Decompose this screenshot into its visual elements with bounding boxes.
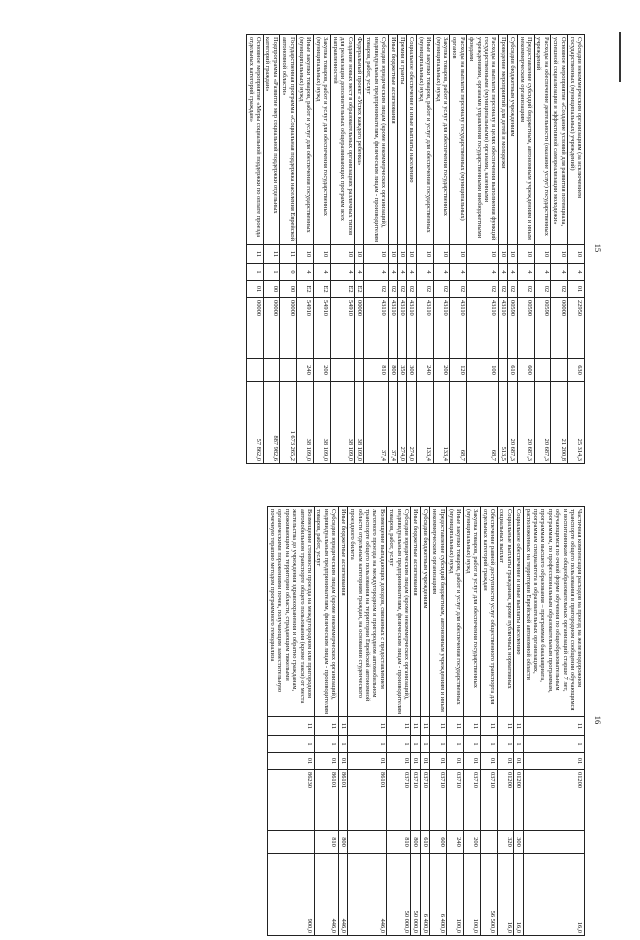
code-item-cell: E2 [330, 281, 354, 298]
code-target-cell: 03710 [411, 770, 420, 831]
code-subsection-cell: 1 [348, 736, 387, 753]
expense-type-cell: 600 [430, 831, 447, 854]
code-item-cell: 02 [517, 281, 534, 298]
amount-cell: 6 400,0 [430, 854, 447, 936]
code-item-cell: 01 [387, 753, 411, 770]
code-section-cell: 11 [523, 717, 584, 736]
code-target-cell: 43110 [398, 298, 407, 359]
budget-table [267, 506, 585, 936]
expense-type-cell: 600 [517, 359, 534, 382]
code-item-cell: 02 [388, 281, 397, 298]
code-section-cell: 10 [433, 245, 450, 264]
row-name-cell: Иные бюджетные ассигнования [338, 507, 347, 717]
table-row [523, 507, 584, 936]
code-target-cell: 86230 [268, 770, 314, 831]
code-subsection-cell: 4 [498, 264, 507, 281]
code-subsection-cell: 4 [508, 264, 517, 281]
table-row [338, 507, 347, 936]
code-subsection-cell: 4 [364, 264, 388, 281]
expense-type-cell [355, 359, 364, 382]
expense-type-cell: 240 [297, 359, 314, 382]
code-item-cell: 02 [534, 281, 551, 298]
code-target-cell: 00000 [355, 298, 364, 359]
code-subsection-cell: 1 [447, 736, 464, 753]
row-name-cell: Субсидии юридическим лицам (кроме некоммерческих организаций), индивидуальным предпринимателям, физическим лицам - производителям товаров, работ, услуг [387, 507, 411, 717]
amount-cell: 38 109,0 [314, 382, 331, 464]
code-item-cell: 01 [246, 281, 263, 298]
table-row [447, 507, 464, 936]
expense-type-cell [263, 359, 280, 382]
row-name-cell: Расходы на выплаты персоналу в целях обеспечения выполнения функций государственными (муниципальными) органами, казенными учреждениями, органами управления государственными внебюджетными фондами [467, 35, 499, 245]
code-section-cell: 10 [498, 245, 507, 264]
amount-cell: 16,0 [497, 854, 514, 936]
code-item-cell: 01 [314, 753, 338, 770]
code-section-cell: 11 [411, 717, 420, 736]
expense-type-cell: 800 [338, 831, 347, 854]
document-page-16 [45, 500, 605, 940]
code-target-cell: 01200 [514, 770, 523, 831]
table-row [263, 35, 280, 464]
code-section-cell: 10 [297, 245, 314, 264]
code-item-cell: 01 [447, 753, 464, 770]
budget-table [246, 34, 585, 464]
row-name-cell: Иные бюджетные ассигнования [411, 507, 420, 717]
code-subsection-cell: 1 [420, 736, 429, 753]
code-item-cell: 01 [430, 753, 447, 770]
code-item-cell: 02 [407, 281, 416, 298]
expense-type-cell: 630 [568, 359, 585, 382]
code-item-cell: 02 [467, 281, 499, 298]
amount-cell: 50 000,0 [387, 854, 411, 936]
table-row [497, 507, 514, 936]
document-page-15 [45, 28, 605, 468]
table-row [450, 35, 467, 464]
code-subsection-cell: 1 [246, 264, 263, 281]
expense-type-cell [330, 359, 354, 382]
code-subsection-cell: 4 [388, 264, 397, 281]
code-item-cell: E2 [297, 281, 314, 298]
table-row [398, 35, 407, 464]
table-row [480, 507, 497, 936]
amount-cell: 37,4 [388, 382, 397, 464]
expense-type-cell: 610 [508, 359, 517, 382]
row-name-cell: Возмещение стоимости проезда на междугородном или пригородном автомобильном транспорте общего пользования (кроме такси) от места жительства до учреждения здравоохранения и обратно гражданам, проживающим на территории области, страдающим тяжелыми органическими поражениями почек, получающим заместительную почечную терапию методом программного гемодиализа [268, 507, 314, 717]
code-item-cell: 02 [498, 281, 507, 298]
amount-cell: 57 862,0 [246, 382, 263, 464]
code-section-cell: 11 [263, 245, 280, 264]
code-section-cell: 11 [463, 717, 480, 736]
amount-cell: 6 400,0 [420, 854, 429, 936]
code-subsection-cell: 4 [398, 264, 407, 281]
row-name-cell: Иные закупки товаров, работ и услуг для обеспечения государственных (муниципальных) нужд [447, 507, 464, 717]
expense-type-cell [246, 359, 263, 382]
code-item-cell: 02 [398, 281, 407, 298]
code-subsection-cell: 1 [268, 736, 314, 753]
amount-cell: 133,4 [433, 382, 450, 464]
expense-type-cell [551, 359, 568, 382]
code-subsection-cell: 1 [263, 264, 280, 281]
code-section-cell: 10 [517, 245, 534, 264]
expense-type-cell [523, 831, 584, 854]
code-item-cell: 02 [508, 281, 517, 298]
code-section-cell: 11 [246, 245, 263, 264]
amount-cell: 133,4 [416, 382, 433, 464]
code-item-cell: 01 [523, 753, 584, 770]
expense-type-cell: 120 [450, 359, 467, 382]
page-number: 16 [593, 715, 603, 725]
row-name-cell: Обеспечение равной доступности услуг общественного транспорта для отдельных категорий граждан [480, 507, 497, 717]
code-section-cell: 10 [551, 245, 568, 264]
expense-type-cell: 800 [388, 359, 397, 382]
code-section-cell: 11 [430, 717, 447, 736]
amount-cell: 68,7 [450, 382, 467, 464]
amount-cell: 20 687,3 [534, 382, 551, 464]
code-subsection-cell: 4 [330, 264, 354, 281]
code-section-cell: 10 [508, 245, 517, 264]
amount-cell: 38 109,0 [297, 382, 314, 464]
code-target-cell: 86101 [348, 770, 387, 831]
amount-cell: 274,0 [398, 382, 407, 464]
table-row [420, 507, 429, 936]
code-subsection-cell: 4 [297, 264, 314, 281]
code-target-cell: 00000 [263, 298, 280, 359]
code-target-cell: 00000 [246, 298, 263, 359]
expense-type-cell: 200 [463, 831, 480, 854]
amount-cell: 1 673 265,2 [280, 382, 297, 464]
expense-type-cell: 350 [398, 359, 407, 382]
row-name-cell: Закупка товаров, работ и услуг для обеспечения государственных (муниципальных) нужд [314, 35, 331, 245]
expense-type-cell: 240 [447, 831, 464, 854]
code-section-cell: 11 [447, 717, 464, 736]
code-target-cell: 43110 [450, 298, 467, 359]
table-row [388, 35, 397, 464]
code-section-cell: 11 [338, 717, 347, 736]
code-target-cell: 54910 [330, 298, 354, 359]
amount-cell: 21 200,8 [551, 382, 568, 464]
code-section-cell: 10 [416, 245, 433, 264]
row-name-cell: Расходы на обеспечение деятельности (оказание услуг) государственных учреждений [534, 35, 551, 245]
amount-cell: 446,0 [314, 854, 338, 936]
amount-cell: 100,0 [463, 854, 480, 936]
amount-cell: 38 109,0 [330, 382, 354, 464]
expense-type-cell: 300 [407, 359, 416, 382]
table-row [463, 507, 480, 936]
expense-type-cell: 810 [314, 831, 338, 854]
code-item-cell: 02 [364, 281, 388, 298]
code-section-cell: 10 [364, 245, 388, 264]
expense-type-cell: 100 [467, 359, 499, 382]
code-subsection-cell: 4 [568, 264, 585, 281]
row-name-cell: Иные бюджетные ассигнования [388, 35, 397, 245]
table-row [411, 507, 420, 936]
code-section-cell: 10 [534, 245, 551, 264]
expense-type-cell [480, 831, 497, 854]
code-target-cell: 22950 [568, 298, 585, 359]
code-subsection-cell: 4 [416, 264, 433, 281]
code-item-cell: E2 [314, 281, 331, 298]
table-row [355, 35, 364, 464]
code-item-cell: 01 [568, 281, 585, 298]
table-row [416, 35, 433, 464]
table-row [280, 35, 297, 464]
code-target-cell: 03710 [447, 770, 464, 831]
code-item-cell: 01 [420, 753, 429, 770]
code-subsection-cell: 1 [411, 736, 420, 753]
code-target-cell: 00590 [508, 298, 517, 359]
code-subsection-cell: 1 [497, 736, 514, 753]
code-target-cell: 86101 [338, 770, 347, 831]
row-name-cell: Государственная программа «Социальная поддержка населения Еврейской автономной области» [280, 35, 297, 245]
table-row [407, 35, 416, 464]
table-row [430, 507, 447, 936]
table-row [514, 507, 523, 936]
code-subsection-cell: 1 [514, 736, 523, 753]
code-target-cell: 43110 [364, 298, 388, 359]
table-row [348, 507, 387, 936]
code-section-cell: 11 [387, 717, 411, 736]
code-section-cell: 10 [467, 245, 499, 264]
amount-cell: 20 687,3 [508, 382, 517, 464]
table-row [568, 35, 585, 464]
expense-type-cell: 810 [364, 359, 388, 382]
row-name-cell: Социальные выплаты гражданам, кроме публичных нормативных социальных выплат [497, 507, 514, 717]
code-item-cell: 02 [551, 281, 568, 298]
code-item-cell: 00 [280, 281, 297, 298]
code-section-cell: 11 [268, 717, 314, 736]
row-name-cell: Проведение мероприятий для детей и молодежи [498, 35, 507, 245]
code-target-cell: 43110 [388, 298, 397, 359]
row-name-cell: Возмещение выпадающих доходов, связанных с предоставлением льготного проезда на междугородном и пригородном автомобильном транспорте общего пользования на территории Еврейской автономной области отдельным категориям граждан, на основании студенческого проездного билета [348, 507, 387, 717]
code-section-cell: 11 [497, 717, 514, 736]
code-target-cell: 43110 [433, 298, 450, 359]
table-row [246, 35, 263, 464]
code-target-cell: 00000 [280, 298, 297, 359]
table-row [364, 35, 388, 464]
code-section-cell: 10 [450, 245, 467, 264]
expense-type-cell [268, 831, 314, 854]
amount-cell: 513,5 [498, 382, 507, 464]
code-section-cell: 10 [330, 245, 354, 264]
amount-cell: 274,0 [407, 382, 416, 464]
code-section-cell: 10 [568, 245, 585, 264]
expense-type-cell [280, 359, 297, 382]
code-target-cell: 54910 [314, 298, 331, 359]
expense-type-cell: 610 [420, 831, 429, 854]
amount-cell: 37,4 [364, 382, 388, 464]
code-section-cell: 11 [480, 717, 497, 736]
row-name-cell: Расходы на выплаты персоналу государственных (муниципальных) органов [450, 35, 467, 245]
expense-type-cell: 810 [387, 831, 411, 854]
amount-cell: 100,0 [447, 854, 464, 936]
code-target-cell: 03710 [420, 770, 429, 831]
row-name-cell: Основное мероприятие «Меры социальной поддержки по оплате проезда отдельных категорий граждан» [246, 35, 263, 245]
code-subsection-cell: 4 [534, 264, 551, 281]
code-item-cell: 01 [514, 753, 523, 770]
code-target-cell: 00000 [551, 298, 568, 359]
expense-type-cell: 800 [411, 831, 420, 854]
code-item-cell: 01 [411, 753, 420, 770]
code-section-cell: 10 [314, 245, 331, 264]
code-subsection-cell: 1 [338, 736, 347, 753]
table-row [268, 507, 314, 936]
amount-cell: 16,0 [514, 854, 523, 936]
code-item-cell: 01 [268, 753, 314, 770]
row-name-cell: Субсидии бюджетным учреждениям [420, 507, 429, 717]
code-subsection-cell: 4 [407, 264, 416, 281]
code-target-cell: 00590 [534, 298, 551, 359]
amount-cell: 50 000,0 [411, 854, 420, 936]
code-section-cell: 11 [514, 717, 523, 736]
code-item-cell: 01 [480, 753, 497, 770]
expense-type-cell: 200 [314, 359, 331, 382]
row-name-cell: Социальное обеспечение и иные выплаты населению [407, 35, 416, 245]
amount-cell: 446,0 [338, 854, 347, 936]
expense-type-cell [498, 359, 507, 382]
code-target-cell: 43110 [467, 298, 499, 359]
code-item-cell: 01 [348, 753, 387, 770]
row-name-cell: Закупка товаров, работ и услуг для обеспечения государственных (муниципальных) нужд [463, 507, 480, 717]
code-item-cell: 01 [497, 753, 514, 770]
table-row [387, 507, 411, 936]
code-subsection-cell: 4 [314, 264, 331, 281]
amount-cell: 68,7 [467, 382, 499, 464]
expense-type-cell: 200 [433, 359, 450, 382]
row-name-cell: Предоставление субсидий бюджетным, автономным учреждениям и иным некоммерческим организациям [517, 35, 534, 245]
table-row [534, 35, 551, 464]
code-subsection-cell: 1 [480, 736, 497, 753]
row-name-cell: Федеральный проект «Успех каждого ребенка» [355, 35, 364, 245]
expense-type-cell: 240 [416, 359, 433, 382]
table-row [297, 35, 314, 464]
code-target-cell: 01200 [523, 770, 584, 831]
amount-cell: 446,0 [348, 854, 387, 936]
code-target-cell: 01200 [497, 770, 514, 831]
code-section-cell: 10 [388, 245, 397, 264]
code-subsection-cell: 4 [467, 264, 499, 281]
code-target-cell: 43110 [407, 298, 416, 359]
row-name-cell: Субсидии юридическим лицам (кроме некоммерческих организаций), индивидуальным предпринимателям, физическим лицам - производителям товаров, работ, услуг [364, 35, 388, 245]
code-target-cell: 43110 [498, 298, 507, 359]
row-name-cell: Субсидии некоммерческим организациям (за исключением государственных (муниципальных) учреждений) [568, 35, 585, 245]
row-name-cell: Премии и гранты [398, 35, 407, 245]
row-name-cell: Создание новых мест в образовательных организациях различных типов для реализации дополнительных общеразвивающих программ всех направленностей [330, 35, 354, 245]
code-subsection-cell: 4 [355, 264, 364, 281]
code-target-cell: 03710 [480, 770, 497, 831]
code-subsection-cell: 4 [551, 264, 568, 281]
row-name-cell: Иные закупки товаров, работ и услуг для обеспечения государственных (муниципальных) нужд [297, 35, 314, 245]
code-target-cell: 03710 [463, 770, 480, 831]
row-name-cell: Подпрограмма «Развитие мер социальной поддержки отдельных категорий граждан» [263, 35, 280, 245]
code-section-cell: 11 [348, 717, 387, 736]
expense-type-cell [348, 831, 387, 854]
code-item-cell: 02 [450, 281, 467, 298]
code-item-cell: 02 [416, 281, 433, 298]
code-item-cell: E2 [355, 281, 364, 298]
expense-type-cell: 320 [497, 831, 514, 854]
table-row [330, 35, 354, 464]
code-section-cell: 10 [355, 245, 364, 264]
code-section-cell: 11 [280, 245, 297, 264]
table-row [433, 35, 450, 464]
page-number: 15 [593, 243, 603, 253]
code-subsection-cell: 1 [387, 736, 411, 753]
amount-cell: 900,0 [268, 854, 314, 936]
code-target-cell: 54910 [297, 298, 314, 359]
code-subsection-cell: 0 [280, 264, 297, 281]
code-section-cell: 10 [398, 245, 407, 264]
code-item-cell: 00 [263, 281, 280, 298]
expense-type-cell: 300 [514, 831, 523, 854]
row-name-cell: Частичная компенсация расходов на проезд на железнодорожном транспорте общего пользования в пригородном сообщении обучающимся и воспитанникам общеобразовательных организаций старше 7 лет, обучающимся по очной форме обучения по общеобразовательным программам, по профессиональным образовательным программам, программам высшего образования – программам бакалавриата, программам специалитета в образовательных организациях, расположенных на территории Еврейской автономной области [523, 507, 584, 717]
code-section-cell: 10 [407, 245, 416, 264]
code-target-cell: 03710 [430, 770, 447, 831]
code-section-cell: 11 [420, 717, 429, 736]
table-row [551, 35, 568, 464]
row-name-cell: Социальное обеспечение и иные выплаты населению [514, 507, 523, 717]
code-subsection-cell: 1 [523, 736, 584, 753]
code-subsection-cell: 1 [314, 736, 338, 753]
table-row [498, 35, 507, 464]
row-name-cell: Закупка товаров, работ и услуг для обеспечения государственных (муниципальных) нужд [433, 35, 450, 245]
code-subsection-cell: 4 [450, 264, 467, 281]
amount-cell: 887 982,6 [263, 382, 280, 464]
code-subsection-cell: 1 [430, 736, 447, 753]
row-name-cell: Основное мероприятие «Создание условий для развития потенциала, успешной социализации и эффективной самореализации молодежи» [551, 35, 568, 245]
amount-cell: 56 500,0 [480, 854, 497, 936]
code-target-cell: 86101 [314, 770, 338, 831]
amount-cell: 25 314,3 [568, 382, 585, 464]
code-subsection-cell: 4 [433, 264, 450, 281]
code-target-cell: 03710 [387, 770, 411, 831]
row-name-cell: Субсидии бюджетным учреждениям [508, 35, 517, 245]
table-row [314, 35, 331, 464]
code-item-cell: 01 [338, 753, 347, 770]
row-name-cell: Иные закупки товаров, работ и услуг для обеспечения государственных (муниципальных) нужд [416, 35, 433, 245]
expense-type-cell [534, 359, 551, 382]
code-section-cell: 11 [314, 717, 338, 736]
code-target-cell: 43110 [416, 298, 433, 359]
code-subsection-cell: 4 [517, 264, 534, 281]
binding-mark [619, 32, 621, 82]
table-row [508, 35, 517, 464]
code-item-cell: 02 [433, 281, 450, 298]
amount-cell: 38 109,0 [355, 382, 364, 464]
table-row [314, 507, 338, 936]
code-item-cell: 01 [463, 753, 480, 770]
amount-cell: 20 687,3 [517, 382, 534, 464]
code-subsection-cell: 1 [463, 736, 480, 753]
table-row [467, 35, 499, 464]
row-name-cell: Предоставление субсидий бюджетным, автономным учреждениям и иным некоммерческим организациям [430, 507, 447, 717]
code-target-cell: 00590 [517, 298, 534, 359]
table-row [517, 35, 534, 464]
amount-cell: 16,0 [523, 854, 584, 936]
row-name-cell: Субсидии юридическим лицам (кроме некоммерческих организаций), индивидуальным предпринимателям, физическим лицам - производителям товаров, работ, услуг [314, 507, 338, 717]
